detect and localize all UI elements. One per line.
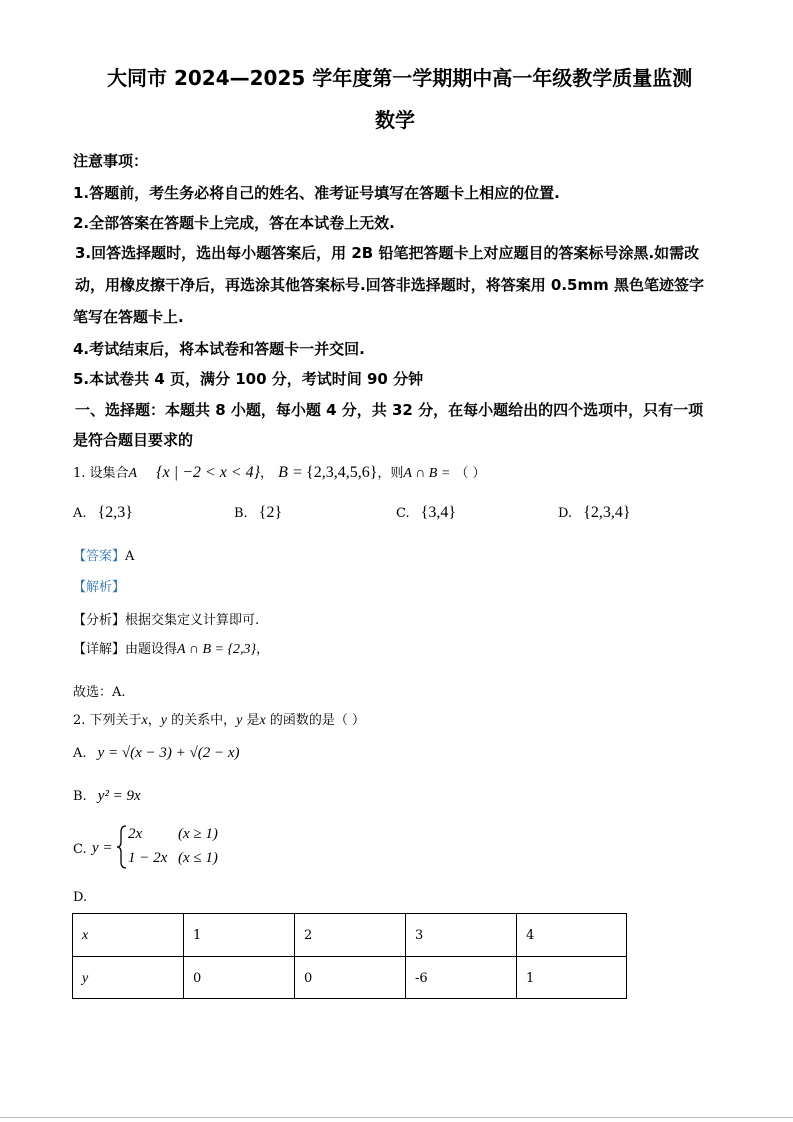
option-label: A. [73, 506, 87, 521]
q2-var-y2: y [236, 713, 243, 728]
xiangjie-text: 由题设得 [125, 642, 178, 657]
subject-title: 数学 [375, 108, 415, 132]
brace-icon [116, 824, 128, 870]
table-cell: 0 [295, 956, 406, 999]
option-label: C. [396, 506, 410, 521]
q1-paren: （ ） [455, 466, 486, 481]
q2-option-a [73, 742, 240, 762]
q1-set-b-name: B [278, 464, 288, 481]
notice-item-4: 4.考试结束后，将本试卷和答题卡一并交回. [73, 340, 365, 358]
q1-set-a: {x | −2 < x < 4} [156, 464, 260, 481]
option-label: A. [73, 746, 87, 761]
q1-expr: A ∩ B = [403, 466, 451, 481]
notice-item-3-cont: 动，用橡皮擦干净后，再选涂其他答案标号.回答非选择题时，将答案用 0.5mm 黑色笔迹签字 [75, 276, 704, 294]
q2-prefix: 2. 下列关于 [73, 713, 142, 728]
q1-sep: ， [260, 466, 274, 481]
option-label: B. [234, 506, 248, 521]
notice-item-1: 1.答题前，考生务必将自己的姓名、准考证号填写在答题卡上相应的位置. [73, 184, 560, 202]
option-label: B. [73, 789, 87, 804]
q2-option-c-label: C. [73, 842, 87, 857]
notice-item-2: 2.全部答案在答题卡上完成，答在本试卷上无效. [73, 214, 395, 232]
question-2-stem [73, 709, 365, 729]
section-heading: 一、选择题：本题共 8 小题，每小题 4 分，共 32 分，在每小题给出的四个选项中，只有一项 [75, 401, 704, 419]
q1-option-b [234, 502, 282, 522]
q2-option-c-cond2: (x ≤ 1) [178, 850, 218, 866]
option-value: {2} [258, 504, 283, 521]
page-bottom-divider [0, 1117, 793, 1118]
option-value: {2,3,4} [583, 504, 631, 521]
table-cell: 3 [406, 914, 517, 957]
option-value: y² = 9x [97, 788, 141, 804]
notice-heading: 注意事项： [73, 152, 149, 170]
question-1-stem [73, 462, 486, 482]
table-cell: 1 [517, 956, 627, 999]
xiangjie-end: ， [256, 642, 270, 657]
q1-conclusion: 故选：A. [73, 685, 126, 700]
table-row [73, 956, 627, 999]
q2-option-b [73, 785, 141, 805]
q2-var-x: x [141, 713, 148, 728]
option-label: D. [558, 506, 573, 521]
q1-then: ，则 [377, 466, 404, 481]
q1-option-a [73, 502, 133, 522]
q1-option-d [558, 502, 631, 522]
q1-answer [73, 545, 134, 564]
q1-set-b: = {2,3,4,5,6} [292, 464, 378, 481]
option-value: {3,4} [420, 504, 457, 521]
q2-option-c-lhs: y = [92, 840, 113, 856]
table-head-y: y [73, 956, 184, 999]
q1-xiangjie [73, 638, 269, 658]
xiangjie-tag: 【详解】 [73, 642, 126, 657]
table-row [73, 914, 627, 957]
q2-option-c-row2: 1 − 2x [128, 850, 168, 866]
answer-tag: 【答案】 [73, 549, 126, 564]
option-value: y = √(x − 3) + √(2 − x) [97, 745, 240, 761]
q2-comma: ， [147, 713, 161, 728]
q2-option-c-cond1: (x ≥ 1) [178, 826, 218, 842]
q2-mid: 的关系中， [171, 713, 237, 728]
q1-fenxi [73, 609, 259, 628]
xiangjie-math: A ∩ B = {2,3} [177, 642, 257, 657]
q1-prefix: 1. 设集合 [73, 466, 129, 481]
q1-set-a-name: A [128, 466, 138, 481]
q2-end: 的函数的是（ ） [269, 713, 366, 728]
q2-var-y: y [160, 713, 167, 728]
fenxi-tag: 【分析】 [73, 613, 126, 628]
fenxi-text: 根据交集定义计算即可. [125, 613, 260, 628]
option-value: {2,3} [97, 504, 133, 521]
q2-var-x2: x [259, 713, 266, 728]
page-title: 大同市 2024—2025 学年度第一学期期中高一年级教学质量监测 [107, 66, 693, 90]
table-head-x: x [73, 914, 184, 957]
table-cell: -6 [406, 956, 517, 999]
table-cell: 4 [517, 914, 627, 957]
table-cell: 0 [184, 956, 295, 999]
table-cell: 1 [184, 914, 295, 957]
q1-option-c [396, 502, 456, 522]
q2-option-d-label: D. [73, 890, 88, 905]
q2-option-c-row1: 2x [128, 826, 143, 842]
section-heading-cont: 是符合题目要求的 [73, 431, 194, 449]
notice-item-5: 5.本试卷共 4 页，满分 100 分，考试时间 90 分钟 [73, 370, 424, 388]
analysis-tag: 【解析】 [73, 580, 126, 595]
table-cell: 2 [295, 914, 406, 957]
q2-mid2: 是 [246, 713, 260, 728]
notice-item-3: 3.回答选择题时，选出每小题答案后，用 2B 铅笔把答题卡上对应题目的答案标号涂黑.如需改 [75, 244, 700, 262]
notice-item-3-end: 笔写在答题卡上. [73, 308, 184, 326]
q2-option-d-table [72, 913, 627, 999]
answer-value: A [125, 549, 135, 564]
